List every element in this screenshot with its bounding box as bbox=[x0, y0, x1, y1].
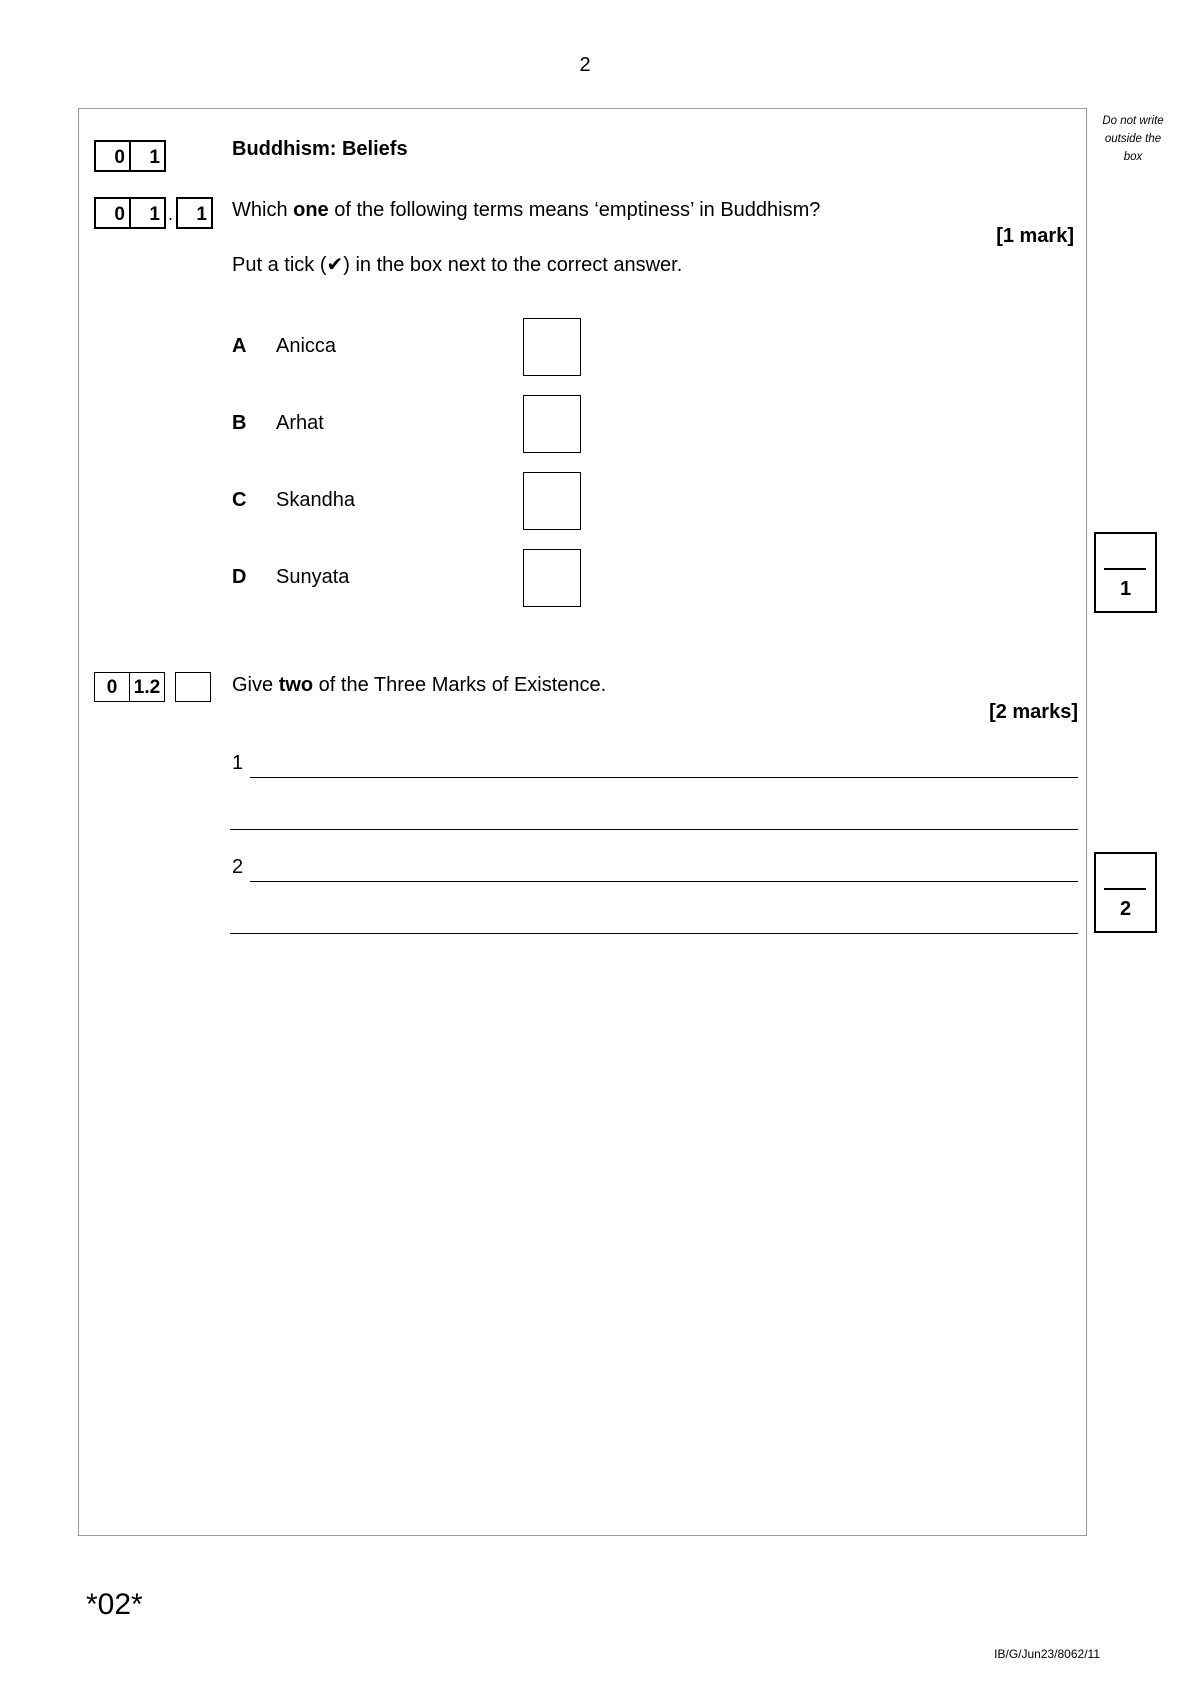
q2-text-start: Give bbox=[232, 674, 279, 696]
option-a-letter: A bbox=[232, 335, 247, 357]
option-a-tickbox[interactable] bbox=[523, 318, 581, 376]
section-number-digit-2: 1 bbox=[129, 140, 166, 172]
q1-marks: [1 mark] bbox=[996, 225, 1074, 247]
q2-text bbox=[232, 674, 606, 697]
q2-number-digit-3 bbox=[175, 672, 211, 702]
q1-text bbox=[232, 199, 820, 222]
q2-text-end: of the Three Marks of Existence. bbox=[313, 674, 607, 696]
answer-2-line-2[interactable] bbox=[230, 933, 1078, 934]
q1-score-total: 1 bbox=[1119, 578, 1132, 600]
page-number: 2 bbox=[579, 54, 591, 76]
margin-note-line-2: outside the bbox=[1104, 133, 1162, 145]
option-c-tickbox[interactable] bbox=[523, 472, 581, 530]
option-a-label: Anicca bbox=[276, 335, 337, 357]
q1-number-separator: . bbox=[168, 204, 174, 224]
q2-score-total: 2 bbox=[1119, 898, 1132, 920]
option-d-letter: D bbox=[232, 566, 247, 588]
margin-note-line-1: Do not write bbox=[1102, 115, 1164, 127]
answer-1-number: 1 bbox=[232, 752, 244, 774]
option-b-label: Arhat bbox=[276, 412, 324, 434]
margin-note bbox=[1090, 112, 1176, 166]
answer-1-line-2[interactable] bbox=[230, 829, 1078, 830]
option-c-label: Skandha bbox=[276, 489, 355, 511]
option-d-label: Sunyata bbox=[276, 566, 350, 588]
option-c-letter: C bbox=[232, 489, 247, 511]
q1-score-divider bbox=[1104, 568, 1146, 570]
page-code: *02* bbox=[86, 1588, 143, 1621]
q2-text-emphasis: two bbox=[278, 674, 314, 696]
q1-text-emphasis: one bbox=[293, 199, 329, 221]
q1-text-start: Which bbox=[232, 199, 294, 221]
answer-2-number: 2 bbox=[232, 856, 244, 878]
answer-frame bbox=[78, 108, 1087, 1536]
margin-note-line-3: box bbox=[1123, 151, 1143, 163]
q2-marks: [2 marks] bbox=[989, 701, 1078, 723]
q1-number-digit-2: 1 bbox=[129, 197, 166, 229]
section-title: Buddhism: Beliefs bbox=[232, 138, 408, 160]
q1-number-digit-3: 1 bbox=[176, 197, 213, 229]
option-b-tickbox[interactable] bbox=[523, 395, 581, 453]
q2-number-digit-2: 1.2 bbox=[129, 672, 165, 702]
q1-number-digit-1: 0 bbox=[94, 197, 131, 229]
option-b-letter: B bbox=[232, 412, 247, 434]
q1-instruction: Put a tick (✔) in the box next to the correct answer. bbox=[232, 254, 683, 276]
footer-reference: IB/G/Jun23/8062/11 bbox=[994, 1647, 1100, 1661]
q2-number-digit-1: 0 bbox=[94, 672, 130, 702]
answer-2-line-1[interactable] bbox=[250, 881, 1078, 882]
q2-score-divider bbox=[1104, 888, 1146, 890]
section-number-digit-1: 0 bbox=[94, 140, 131, 172]
answer-1-line-1[interactable] bbox=[250, 777, 1078, 778]
option-d-tickbox[interactable] bbox=[523, 549, 581, 607]
q1-text-end: of the following terms means ‘emptiness’ in Buddhism? bbox=[328, 199, 821, 221]
